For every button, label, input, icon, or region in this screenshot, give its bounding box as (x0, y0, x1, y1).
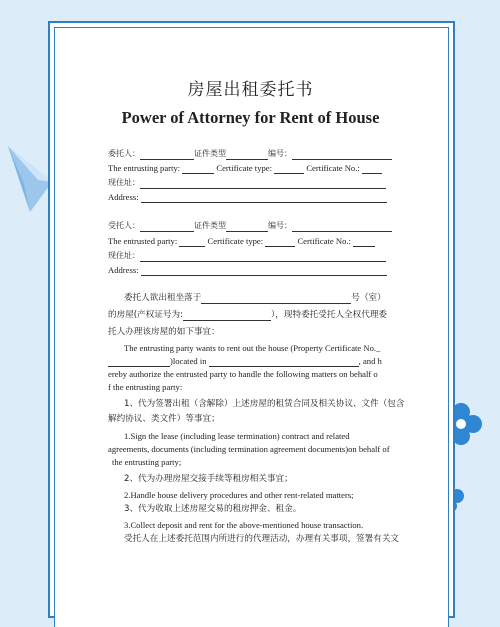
entrusting-name-field[interactable] (140, 149, 194, 160)
body-paragraph-en: )located in , and h (108, 355, 393, 367)
body-paragraph-cn: 委托人欲出租坐落于 号（室） (124, 293, 386, 303)
entrusted-cert-type-field[interactable] (265, 236, 295, 247)
property-location-en-field[interactable] (209, 356, 359, 367)
property-location-field[interactable] (201, 293, 351, 304)
entrusted-name-en-field[interactable] (179, 236, 205, 247)
property-certificate-field[interactable] (183, 310, 271, 321)
title-english: Power of Attorney for Rent of House (121, 108, 380, 127)
entrusting-idtype-field[interactable] (226, 149, 268, 160)
item-1-en: agreements, documents (including termination agreement documents)on behalf of (108, 444, 390, 454)
entrusted-address-field[interactable] (140, 251, 386, 262)
entrusted-party-row-cn: 受托人： 证件类型 编号： (108, 220, 393, 232)
body-paragraph-en: The entrusting party wants to rent out the house (Property Certificate No._ (124, 343, 381, 353)
item-3-cn: 3、代为收取上述房屋交易的租房押金、租金。 (124, 504, 302, 514)
closing-paragraph-cn: 受托人在上述委托范围内所进行的代理活动，办理有关事项，签署有关文 (124, 534, 400, 544)
entrusted-address-en-field[interactable] (141, 265, 387, 276)
entrusted-no-field[interactable] (292, 221, 392, 232)
entrusting-address-row-cn: 现住址： (108, 177, 393, 189)
entrusted-cert-no-field[interactable] (353, 236, 375, 247)
entrusting-name-en-field[interactable] (182, 163, 214, 174)
item-1-en: 1.Sign the lease (including lease termination) contract and related (124, 431, 350, 441)
entrusted-name-field[interactable] (140, 221, 194, 232)
item-1-cn: 1、代为签署出租（含解除）上述房屋的租赁合同及相关协议、文件（包含 (124, 399, 405, 409)
entrusting-party-row-cn: 委托人： 证件类型 编号： (108, 148, 393, 160)
entrusting-cert-type-field[interactable] (274, 163, 304, 174)
entrusting-address-en-field[interactable] (141, 192, 387, 203)
item-3-en: 3.Collect deposit and rent for the above-mentioned house transaction. (124, 520, 364, 530)
entrusting-address-row-en: Address: (108, 191, 393, 203)
item-1-en: the entrusting party; (112, 457, 182, 467)
body-paragraph-en: f the entrusting party: (108, 382, 183, 392)
title-chinese: 房屋出租委托书 (187, 80, 314, 100)
body-paragraph-en: ereby authorize the entrusted party to handle the following matters on behalf o (108, 369, 378, 379)
item-2-cn: 2、代为办理房屋交接手续等租房相关事宜； (124, 474, 293, 484)
body-paragraph-cn: 的房屋(产权证号为: ），现特委托受托人全权代理委 (108, 310, 388, 320)
body-paragraph-cn: 托人办理该房屋的如下事宜： (108, 327, 220, 337)
property-certificate-en-field[interactable] (108, 356, 170, 367)
item-2-en: 2.Handle house delivery procedures and other rent-related matters; (124, 490, 354, 500)
entrusted-party-row-en: The entrusted party: Certificate type: Certificate No.: (108, 235, 393, 247)
entrusted-address-row-en: Address: (108, 264, 393, 276)
entrusted-address-row-cn: 现住址： (108, 250, 393, 262)
item-1-cn: 解约协议、类文件）等事宜； (108, 414, 220, 424)
entrusting-no-field[interactable] (292, 149, 392, 160)
entrusting-address-field[interactable] (140, 178, 386, 189)
entrusting-party-row-en: The entrusting party: Certificate type: Certificate No.: (108, 162, 393, 174)
entrusting-cert-no-field[interactable] (362, 163, 382, 174)
entrusted-idtype-field[interactable] (226, 221, 268, 232)
